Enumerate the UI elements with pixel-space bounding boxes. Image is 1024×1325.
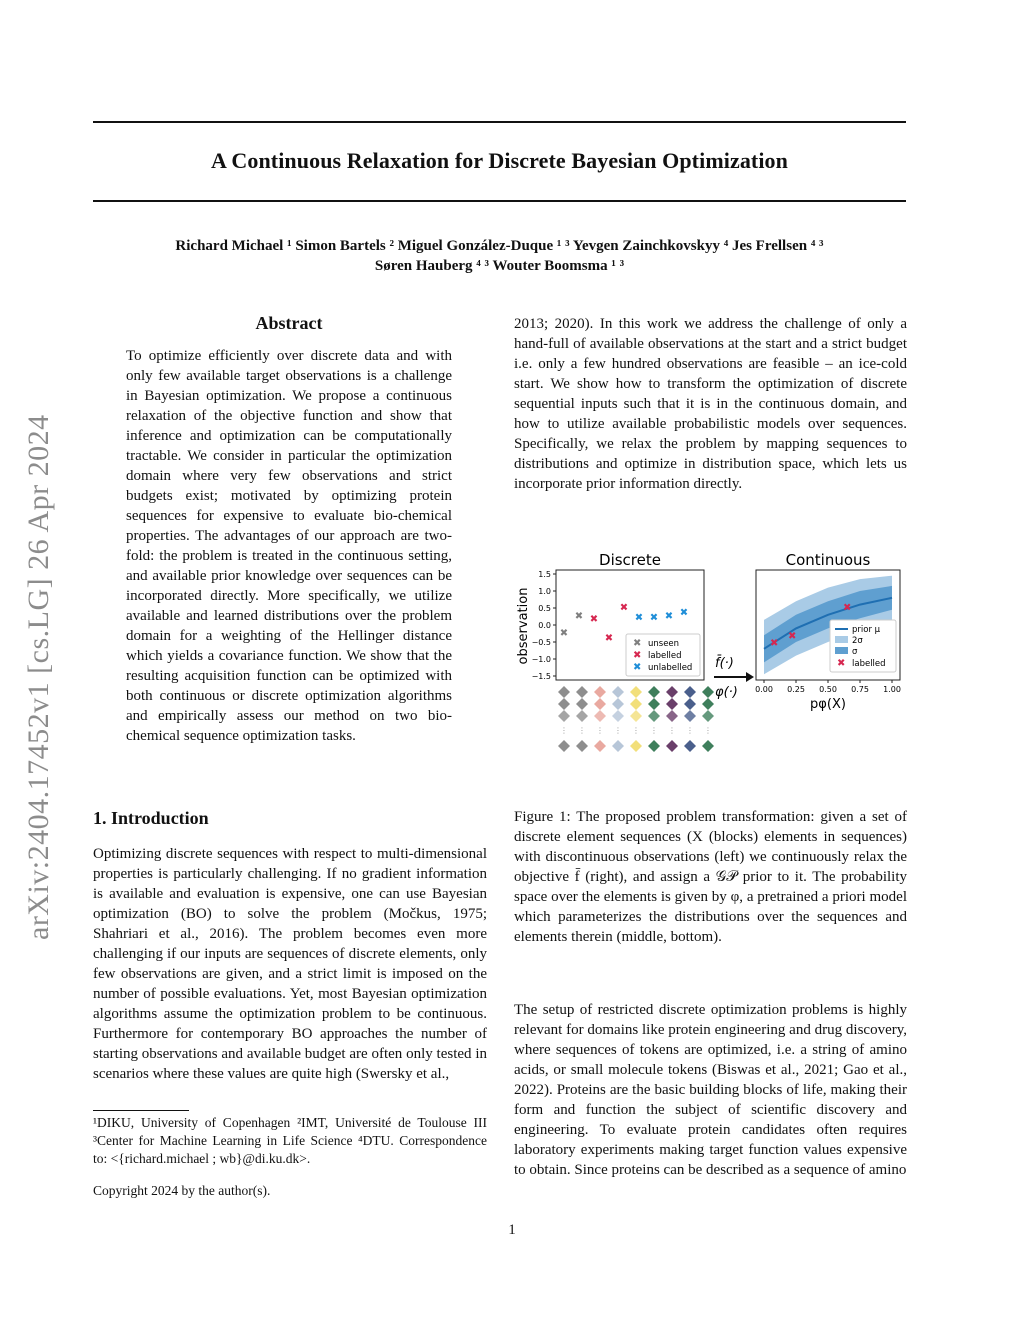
discrete-title: Discrete bbox=[599, 551, 661, 569]
element-diamond bbox=[612, 710, 624, 722]
element-diamond bbox=[612, 698, 624, 710]
discrete-y-tick-label: −1.0 bbox=[531, 655, 551, 664]
discrete-y-tick-label: 1.5 bbox=[538, 570, 551, 579]
affiliation-footnote: ¹DIKU, University of Copenhagen ²IMT, Université de Toulouse III ³Center for Machine Learning in Life Science ⁴DTU. Correspondence to: <{richard.michael ; wb}@di.ku.dk>. bbox=[93, 1115, 487, 1166]
discrete-ylabel: observation bbox=[516, 587, 531, 665]
legend-sigma: σ bbox=[852, 647, 858, 657]
intro-heading: 1. Introduction bbox=[93, 808, 209, 828]
intro-continued-text: 2013; 2020). In this work we address the challenge of only a hand-full of available observations at the start and a strict budget i.e. only a few hundred observations are feasible – an ice-cold start. We show how to transform the optimization of discrete sequential inputs such that it is in the continuous domain, and how to utilize available probabilistic models over sequences. Specifically, we relax the problem by mapping sequences to distributions and optimize in distribution space, which lets us incorporate prior information directly. bbox=[514, 316, 907, 492]
element-diamond bbox=[684, 698, 696, 710]
element-diamond bbox=[594, 740, 606, 752]
element-diamond bbox=[558, 686, 570, 698]
paper-title: A Continuous Relaxation for Discrete Bayesian Optimization bbox=[211, 148, 788, 173]
ellipsis-dots: ⋮ bbox=[614, 726, 622, 735]
abstract-text: To optimize efficiently over discrete data and with only few available target observations is a challenge in Bayesian optimization. We propose a continuous relaxation of the objective function and show that inference and optimization can be computationally tractable. We consider in particular the optimization domain where very few observations and strict budgets exist; motivated by optimizing protein sequences for expensive to evaluate bio-chemical properties. The advantages of our approach are two-fold: the problem is treated in the continuous setting, and available prior knowledge over sequences can be incorporated directly. More specifically, we utilize available and learned distributions over the problem domain for a weighting of the Hellinger distance which yields a covariance function. We show that the resulting acquisition function can be optimized with both continuous or discrete optimization algorithms and empirically assess our method on two bio-chemical sequence optimization tasks. bbox=[126, 348, 452, 744]
f-bar-label: f̄(·) bbox=[715, 656, 734, 671]
discrete-point-unlabelled: ✖ bbox=[679, 607, 689, 619]
page-number: 1 bbox=[508, 1222, 516, 1238]
element-diamond bbox=[630, 740, 642, 752]
continuous-title: Continuous bbox=[785, 551, 871, 569]
legend-unseen: unseen bbox=[648, 639, 680, 649]
abstract-heading: Abstract bbox=[255, 313, 323, 333]
footnote-rule bbox=[93, 1110, 189, 1111]
discrete-point-labelled: ✖ bbox=[619, 602, 629, 614]
legend-2sigma-swatch bbox=[835, 636, 848, 643]
setup-paragraph: The setup of restricted discrete optimization problems is highly relevant for domains like protein engineering and drug discovery, where sequences of tokens are optimized, i.e. a string of amino acids, or small molecule tokens (Biswas et al., 2021; Gao et al., 2022). Proteins are the basic building blocks of life, making their form and function the subject of scientific discovery and engineering. To evaluate protein candidates often requires laboratory experiments making target function values expensive to obtain. Since proteins can be described as a sequence of amino bbox=[514, 1002, 907, 1178]
legend-prior-mean: prior μ bbox=[852, 625, 881, 635]
element-diamond bbox=[648, 740, 660, 752]
author-list bbox=[93, 236, 906, 276]
discrete-y-tick-label: −0.5 bbox=[531, 638, 551, 647]
ellipsis-dots: ⋮ bbox=[578, 726, 586, 735]
element-diamond bbox=[558, 698, 570, 710]
title-rule bbox=[93, 200, 906, 202]
legend-sigma-swatch bbox=[835, 647, 848, 654]
intro-text: Optimizing discrete sequences with respect to multi-dimensional properties is particularly challenging. If no gradient information is available and evaluation is expensive, one can use Bayesian optimization (BO) to solve the problem (Močkus, 1975; Shahriari et al., 2016). The problem becomes even more challenging if our inputs are sequences of discrete elements, only few observations are given, and a strict limit is imposed on the number of possible evaluations. Yet, most Bayesian optimization algorithms assume the optimization problem to be continuous. Furthermore for contemporary BO approaches the number of starting observations and available budget are often only tested in scenarios where these values are quite high (Swersky et al., bbox=[93, 846, 487, 1082]
continuous-x-tick-label: 0.00 bbox=[755, 685, 773, 694]
element-diamond bbox=[702, 686, 714, 698]
continuous-x-tick-label: 0.50 bbox=[819, 685, 837, 694]
ellipsis-dots: ⋮ bbox=[632, 726, 640, 735]
continuous-x-tick-label: 0.75 bbox=[851, 685, 869, 694]
discrete-legend bbox=[626, 634, 700, 676]
element-diamond bbox=[576, 698, 588, 710]
ellipsis-dots: ⋮ bbox=[650, 726, 658, 735]
continuous-labelled-point: ✖ bbox=[843, 602, 852, 614]
discrete-point-unlabelled: ✖ bbox=[664, 610, 674, 622]
discrete-y-tick-label: 0.0 bbox=[538, 621, 551, 630]
top-rule bbox=[93, 121, 906, 123]
continuous-x-ticks bbox=[755, 680, 901, 694]
continuous-x-tick-label: 0.25 bbox=[787, 685, 805, 694]
discrete-point-unlabelled: ✖ bbox=[634, 612, 644, 624]
element-diamond bbox=[594, 698, 606, 710]
element-diamond bbox=[702, 698, 714, 710]
element-diamond bbox=[648, 710, 660, 722]
element-diamond bbox=[576, 710, 588, 722]
element-diamond bbox=[684, 740, 696, 752]
arrow-head bbox=[746, 672, 754, 682]
element-diamond bbox=[630, 698, 642, 710]
element-diamond bbox=[666, 710, 678, 722]
continuous-labelled-point: ✖ bbox=[770, 638, 779, 649]
element-diamond bbox=[666, 698, 678, 710]
element-diamond bbox=[648, 686, 660, 698]
legend-unlabelled: unlabelled bbox=[648, 663, 693, 673]
element-diamond bbox=[702, 740, 714, 752]
ellipsis-dots: ⋮ bbox=[668, 726, 676, 735]
legend-unseen-marker: ✖ bbox=[633, 638, 642, 649]
legend-labelled-c-marker: ✖ bbox=[837, 658, 846, 669]
element-diamond bbox=[630, 710, 642, 722]
discrete-point-labelled: ✖ bbox=[589, 614, 599, 626]
element-diamond bbox=[558, 740, 570, 752]
ellipsis-dots: ⋮ bbox=[596, 726, 604, 735]
discrete-point-unseen: ✖ bbox=[574, 610, 584, 622]
discrete-y-tick-label: 0.5 bbox=[538, 604, 551, 613]
figure-1-caption: Figure 1: The proposed problem transformation: given a set of discrete element sequences (X (blocks) elements in sequences) with discontinuous observations (left) we continuously relax the objective f̄ (right), and assign a 𝒢𝒫 prior to it. The probability space over the elements is given by φ, a pretrained a priori model which parameterizes the distributions over the sequences and elements therein (middle, bottom). bbox=[514, 809, 907, 945]
discrete-point-unseen: ✖ bbox=[559, 627, 569, 639]
element-diamond bbox=[648, 698, 660, 710]
arxiv-watermark: arXiv:2404.17452v1 [cs.LG] 26 Apr 2024 bbox=[22, 414, 55, 940]
authors-line-2: Søren Hauberg ⁴ ³ Wouter Boomsma ¹ ³ bbox=[374, 258, 625, 274]
discrete-point-unlabelled: ✖ bbox=[649, 612, 659, 624]
ellipsis-dots: ⋮ bbox=[560, 726, 568, 735]
discrete-y-tick-label: 1.0 bbox=[538, 587, 551, 596]
continuous-x-tick-label: 1.00 bbox=[883, 685, 901, 694]
copyright-notice: Copyright 2024 by the author(s). bbox=[93, 1183, 271, 1198]
figure-1-svg bbox=[508, 546, 908, 761]
element-diamond bbox=[576, 740, 588, 752]
discrete-point-labelled: ✖ bbox=[604, 632, 614, 644]
continuous-labelled-point: ✖ bbox=[787, 631, 797, 643]
element-diamond bbox=[630, 686, 642, 698]
legend-labelled-marker: ✖ bbox=[633, 650, 642, 661]
continuous-xlabel: pφ(X) bbox=[810, 697, 846, 712]
legend-labelled-c: labelled bbox=[852, 659, 886, 669]
authors-line-1: Richard Michael ¹ Simon Bartels ² Miguel González-Duque ¹ ³ Yevgen Zainchkovskyy ⁴ Jes Frellsen ⁴ ³ bbox=[175, 238, 824, 254]
element-diamond bbox=[594, 710, 606, 722]
element-diamond bbox=[594, 686, 606, 698]
element-diamond bbox=[666, 686, 678, 698]
phi-label: φ(·) bbox=[715, 685, 738, 700]
ellipsis-dots: ⋮ bbox=[704, 726, 712, 735]
element-diamond bbox=[558, 710, 570, 722]
discrete-y-tick-label: −1.5 bbox=[531, 672, 551, 681]
figure-1 bbox=[508, 546, 908, 761]
sequence-element-diamonds bbox=[558, 686, 714, 752]
element-diamond bbox=[666, 740, 678, 752]
legend-unlabelled-marker: ✖ bbox=[633, 662, 642, 673]
element-diamond bbox=[684, 686, 696, 698]
discrete-y-ticks bbox=[532, 570, 556, 681]
element-diamond bbox=[612, 686, 624, 698]
element-diamond bbox=[576, 686, 588, 698]
continuous-legend bbox=[830, 620, 896, 672]
legend-2sigma: 2σ bbox=[852, 636, 863, 646]
element-diamond bbox=[612, 740, 624, 752]
legend-labelled: labelled bbox=[648, 651, 682, 661]
element-diamond bbox=[702, 710, 714, 722]
element-diamond bbox=[684, 710, 696, 722]
ellipsis-dots: ⋮ bbox=[686, 726, 694, 735]
